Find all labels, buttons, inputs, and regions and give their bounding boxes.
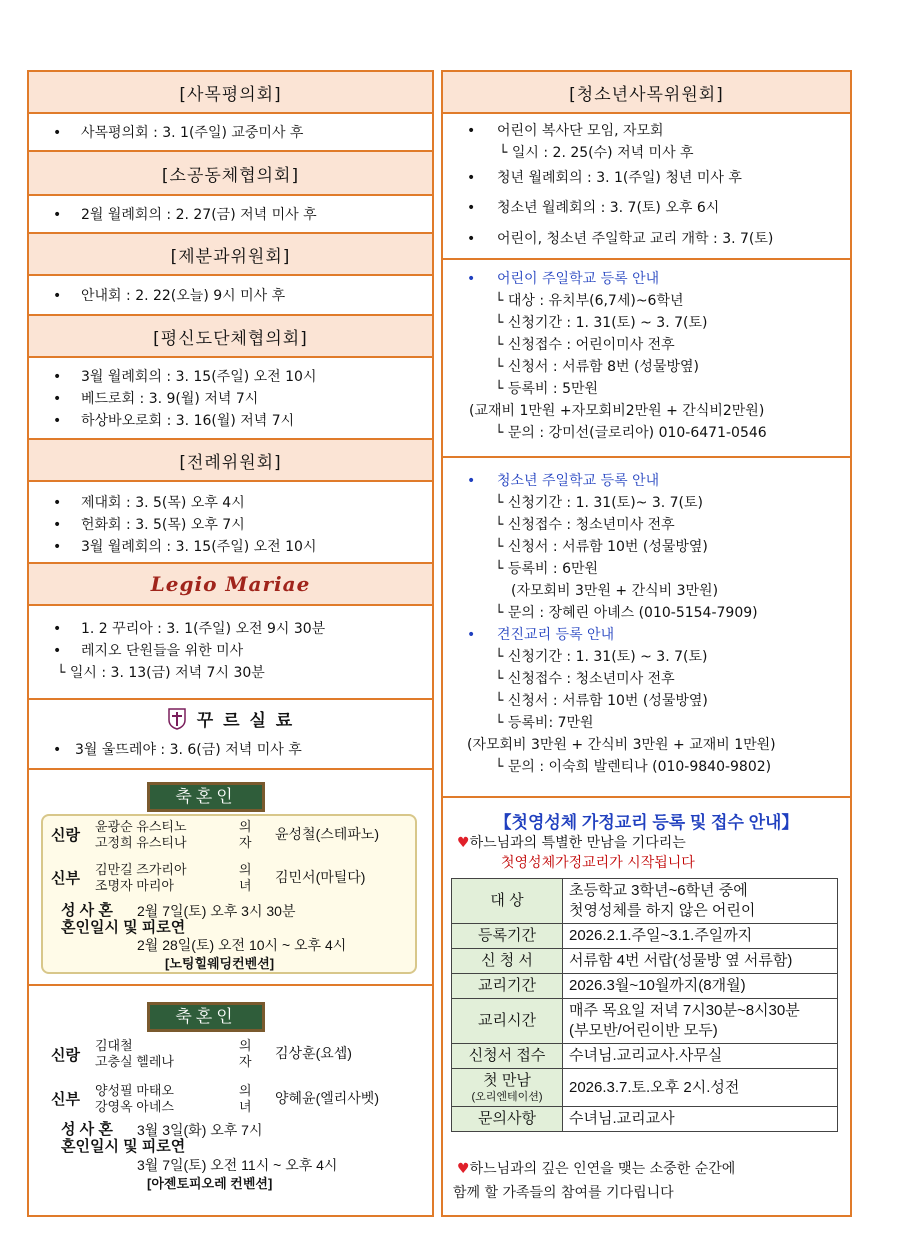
laity-section xyxy=(29,358,432,440)
row-key xyxy=(452,949,563,974)
list-sub: └ 등록비 : 6만원 xyxy=(495,561,599,577)
wedding-2 xyxy=(29,986,432,1214)
list-item: • 헌화회 : 3. 5(목) 오후 7시 xyxy=(29,514,432,536)
table-row xyxy=(452,974,838,999)
cursillo-header xyxy=(29,706,432,735)
mass-label: 성 사 혼 xyxy=(61,902,113,919)
table-row xyxy=(452,1044,838,1069)
laity-title: [평신도단체협의회] xyxy=(153,328,308,349)
relation-text: 의 xyxy=(239,819,252,834)
bride-parent-1: 김만길 즈가리아 xyxy=(95,862,187,877)
list-sub: └ 신청접수 : 어린이미사 전후 xyxy=(495,337,675,353)
list-item: • 1. 2 꾸리아 : 3. 1(주일) 오전 9시 30분 xyxy=(29,618,432,640)
legio-sub: └ 일시 : 3. 13(금) 저녁 7시 30분 xyxy=(57,665,265,681)
relation-text: 녀 xyxy=(239,1099,252,1114)
table-row xyxy=(452,879,838,924)
wedding-card xyxy=(41,814,417,974)
youth-header xyxy=(443,72,850,114)
list-sub: └ 신청기간 : 1. 31(토)~ 3. 7(토) xyxy=(495,495,704,511)
legio-header xyxy=(29,564,432,606)
wedding-board: 축혼인 xyxy=(147,1002,265,1032)
left-column xyxy=(29,72,432,1214)
pastoral-section xyxy=(29,114,432,152)
list-sub: └ 일시 : 2. 25(수) 저녁 미사 후 xyxy=(499,145,694,161)
row-value: 서류함 4번 서랍(성물방 옆 서류함) xyxy=(563,949,838,974)
committee-title: [제분과위원회] xyxy=(170,246,291,267)
list-sub: └ 등록비 : 5만원 xyxy=(495,381,599,397)
intro-line-2: 첫영성체가정교리가 시작됩니다 xyxy=(501,855,695,871)
row-key-text: 대 상 xyxy=(490,892,524,909)
list-item: • 레지오 단원들을 위한 미사 xyxy=(29,640,432,662)
groom-name: 김상훈(요셉) xyxy=(275,1045,352,1061)
kids-contact: └ 문의 : 강미선(글로리아) 010-6471-0546 xyxy=(495,425,767,441)
list-item: • 제대회 : 3. 5(목) 오후 4시 xyxy=(29,492,432,514)
row-key-text: 첫 만남 xyxy=(483,1072,531,1089)
list-sub: └ 신청서 : 서류함 10번 (성물방옆) xyxy=(495,539,708,555)
bride-name: 김민서(마틸다) xyxy=(275,869,366,885)
list-item: • 사목평의회 : 3. 1(주일) 교중미사 후 xyxy=(29,122,432,144)
bride-label: 신부 xyxy=(51,1091,80,1108)
list-sub: └ 대상 : 유치부(6,7세)~6학년 xyxy=(495,293,684,309)
cursillo-emblem-icon xyxy=(167,708,187,735)
table-row xyxy=(452,999,838,1044)
teens-title: • 청소년 주일학교 등록 안내 xyxy=(443,470,850,492)
liturgy-header xyxy=(29,440,432,482)
table-row xyxy=(452,1069,838,1107)
table-row xyxy=(452,949,838,974)
row-key xyxy=(452,974,563,999)
groom-parent-2: 고정희 유스티나 xyxy=(95,835,187,850)
cursillo-title: 꾸 르 실 료 xyxy=(196,711,295,731)
heart-icon: ♥ xyxy=(457,835,470,851)
communion-table xyxy=(451,878,838,1132)
row-value: 2026.3.7.토.오후 2시.성전 xyxy=(563,1069,838,1107)
confirm-contact: └ 문의 : 이숙희 발렌티나 (010-9840-9802) xyxy=(495,759,772,775)
reception-venue: [아젠토피오레 컨벤션] xyxy=(147,1176,273,1191)
row-key xyxy=(452,879,563,924)
list-sub: └ 신청서 : 서류함 10번 (성물방옆) xyxy=(495,693,708,709)
mass-label: 성 사 혼 xyxy=(61,1121,113,1138)
groom-parent-1: 김대철 xyxy=(95,1038,133,1053)
list-item: • 청소년 월례회의 : 3. 7(토) 오후 6시 xyxy=(443,192,850,224)
row-key xyxy=(452,1107,563,1132)
row-key-text: 문의사항 xyxy=(478,1110,536,1127)
row-value: 2026.2.1.주일~3.1.주일까지 xyxy=(563,924,838,949)
list-item: • 어린이 복사단 모임, 자모회 xyxy=(443,120,850,142)
list-item: • 안내회 : 2. 22(오늘) 9시 미사 후 xyxy=(29,285,432,307)
liturgy-section xyxy=(29,482,432,564)
wedding-1 xyxy=(29,770,432,986)
row-value: 수녀님.교리교사 xyxy=(563,1107,838,1132)
teens-contact: └ 문의 : 장혜린 아녜스 (010-5154-7909) xyxy=(495,605,758,621)
groom-label: 신랑 xyxy=(51,827,80,844)
bride-parent-1: 양성필 마태오 xyxy=(95,1083,174,1098)
row-key-text: 교리시간 xyxy=(478,1012,536,1029)
relation-text: 녀 xyxy=(239,878,252,893)
confirm-title: • 견진교리 등록 안내 xyxy=(443,624,850,646)
row-key xyxy=(452,1044,563,1069)
community-header xyxy=(29,152,432,196)
column-divider xyxy=(432,70,443,1217)
bride-name: 양혜윤(엘리사벳) xyxy=(275,1090,379,1106)
outro-line-1: 하느님과의 깊은 인연을 맺는 소중한 순간에 xyxy=(469,1161,736,1177)
wedding-card xyxy=(41,1032,417,1192)
row-value: 매주 목요일 저녁 7시30분~8시30분 (부모반/어린이반 모두) xyxy=(563,999,838,1044)
mass-time: 3월 3일(화) 오후 7시 xyxy=(137,1122,263,1138)
kids-title: • 어린이 주일학교 등록 안내 xyxy=(443,268,850,290)
laity-header xyxy=(29,316,432,358)
row-key-text: 교리기간 xyxy=(478,977,536,994)
intro-line-1: 하느님과의 특별한 만남을 기다리는 xyxy=(469,835,686,851)
list-sub: └ 신청접수 : 청소년미사 전후 xyxy=(495,517,675,533)
bride-parent-2: 강영옥 아네스 xyxy=(95,1099,174,1114)
kids-fee: (교재비 1만원 +자모회비2만원 + 간식비2만원) xyxy=(469,403,765,419)
list-item: • 3월 울뜨레야 : 3. 6(금) 저녁 미사 후 xyxy=(29,739,432,761)
legio-section xyxy=(29,606,432,700)
youth-section xyxy=(443,114,850,260)
relation-text: 자 xyxy=(239,835,252,850)
reception-venue: [노팅힐웨딩컨벤션] xyxy=(165,956,275,971)
community-section xyxy=(29,196,432,234)
row-key xyxy=(452,924,563,949)
groom-name: 윤성철(스테파노) xyxy=(275,826,379,842)
pastoral-title: [사목평의회] xyxy=(179,84,282,105)
groom-label: 신랑 xyxy=(51,1047,80,1064)
reception-label: 혼인일시 및 피로연 xyxy=(61,919,186,936)
row-value: 초등학교 3학년~6학년 중에 첫영성체를 하지 않은 어린이 xyxy=(563,879,838,924)
kids-section xyxy=(443,260,850,458)
relation-text: 의 xyxy=(239,1083,252,1098)
youth-title: [청소년사목위원회] xyxy=(569,84,724,105)
community-title: [소공동체협의회] xyxy=(161,165,300,186)
list-item: • 베드로회 : 3. 9(월) 저녁 7시 xyxy=(29,388,432,410)
outro-line-2: 함께 할 가족들의 참여를 기다립니다 xyxy=(453,1185,674,1201)
reception-time: 2월 28일(토) 오전 10시 ~ 오후 4시 xyxy=(137,937,347,953)
table-row xyxy=(452,924,838,949)
list-sub: └ 신청기간 : 1. 31(토) ~ 3. 7(토) xyxy=(495,649,708,665)
relation-text: 의 xyxy=(239,862,252,877)
row-value: 2026.3월~10월까지(8개월) xyxy=(563,974,838,999)
table-row xyxy=(452,1107,838,1132)
row-key-subtext: (오리엔테이션) xyxy=(471,1091,543,1103)
row-key xyxy=(452,1069,563,1107)
bride-label: 신부 xyxy=(51,870,80,887)
bride-parent-2: 조명자 마리아 xyxy=(95,878,174,893)
cursillo-section xyxy=(29,700,432,770)
list-item: • 2월 월례회의 : 2. 27(금) 저녁 미사 후 xyxy=(29,204,432,226)
relation-text: 의 xyxy=(239,1038,252,1053)
groom-parent-2: 고충실 헬레나 xyxy=(95,1054,174,1069)
heart-icon: ♥ xyxy=(457,1161,470,1177)
list-sub: └ 신청기간 : 1. 31(토) ~ 3. 7(토) xyxy=(495,315,708,331)
row-key xyxy=(452,999,563,1044)
teens-fee: (자모회비 3만원 + 간식비 3만원) xyxy=(511,583,719,599)
legio-title: Legio Mariae xyxy=(150,572,311,596)
reception-time: 3월 7일(토) 오전 11시 ~ 오후 4시 xyxy=(137,1157,338,1173)
reception-label: 혼인일시 및 피로연 xyxy=(61,1138,186,1155)
pastoral-header xyxy=(29,72,432,114)
row-key-text: 신 청 서 xyxy=(481,952,533,969)
communion-outro xyxy=(457,1158,735,1178)
list-item: • 어린이, 청소년 주일학교 교리 개학 : 3. 7(토) xyxy=(443,224,850,254)
communion-section xyxy=(443,798,850,1208)
groom-parent-1: 윤광순 유스티노 xyxy=(95,819,187,834)
committee-section xyxy=(29,276,432,316)
right-column xyxy=(443,72,850,1208)
list-item: • 하상바오로회 : 3. 16(월) 저녁 7시 xyxy=(29,410,432,432)
list-item: • 3월 월례회의 : 3. 15(주일) 오전 10시 xyxy=(29,366,432,388)
mass-time: 2월 7일(토) 오후 3시 30분 xyxy=(137,903,296,919)
confirm-fee: (자모회비 3만원 + 간식비 3만원 + 교재비 1만원) xyxy=(467,737,776,753)
teens-section xyxy=(443,458,850,798)
communion-intro xyxy=(457,832,686,852)
list-sub: └ 신청서 : 서류함 8번 (성물방옆) xyxy=(495,359,699,375)
row-key-text: 신청서 접수 xyxy=(468,1047,546,1064)
list-item: • 청년 월례회의 : 3. 1(주일) 청년 미사 후 xyxy=(443,164,850,192)
committee-header xyxy=(29,234,432,276)
liturgy-title: [전례위원회] xyxy=(179,452,282,473)
list-sub: └ 신청접수 : 청소년미사 전후 xyxy=(495,671,675,687)
wedding-board: 축혼인 xyxy=(147,782,265,812)
list-item: • 3월 월례회의 : 3. 15(주일) 오전 10시 xyxy=(29,536,432,558)
list-sub: └ 등록비: 7만원 xyxy=(495,715,594,731)
row-value: 수녀님.교리교사.사무실 xyxy=(563,1044,838,1069)
row-key-text: 등록기간 xyxy=(478,927,536,944)
relation-text: 자 xyxy=(239,1054,252,1069)
communion-title: 【첫영성체 가정교리 등록 및 접수 안내】 xyxy=(494,813,799,832)
